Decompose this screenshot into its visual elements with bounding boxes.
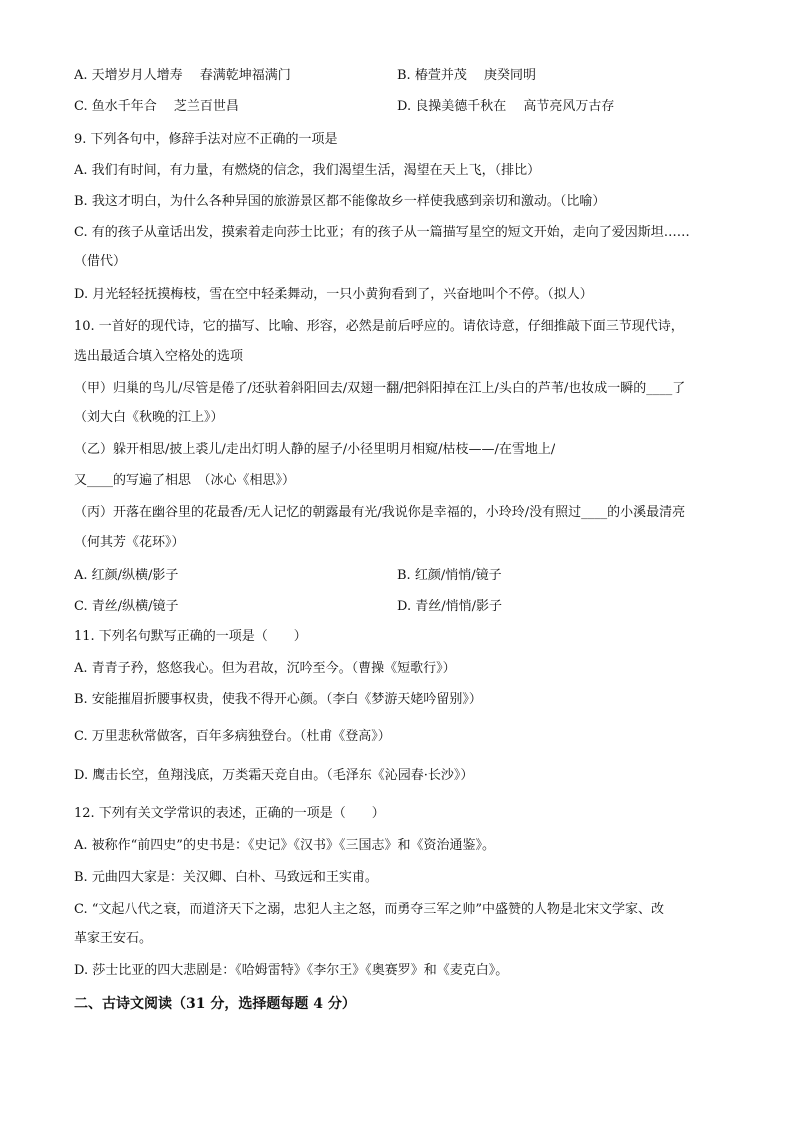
section-heading: 二、古诗文阅读（31 分，选择题每题 4 分） bbox=[74, 996, 356, 1012]
q10-poem-yi: （乙）躲开相思/披上裘儿/走出灯明人静的屋子/小径里明月相窥/枯枝——/在雪地上/ bbox=[74, 442, 556, 457]
q12-option-c: C. “文起八代之衰，而道济天下之溺，忠犯人主之怒，而勇夺三军之帅”中盛赞的人物是北宋文学家、改 bbox=[74, 902, 665, 917]
q8-option-a: A. 天增岁月人增寿 春满乾坤福满门 bbox=[74, 68, 291, 83]
q11-stem: 11. 下列名句默写正确的一项是（ ） bbox=[74, 629, 307, 644]
q9-option-c-cont: （借代） bbox=[74, 254, 127, 269]
q11-option-c: C. 万里悲秋常做客，百年多病独登台。（杜甫《登高》） bbox=[74, 729, 391, 744]
q8-option-b: B. 椿萱并茂 庚癸同明 bbox=[397, 68, 536, 83]
q11-option-b: B. 安能摧眉折腰事权贵，使我不得开心颜。（李白《梦游天姥吟留别》） bbox=[74, 692, 482, 707]
q10-poem-bing-source: （何其芳《花环》） bbox=[74, 535, 185, 550]
q12-option-c-cont: 革家王安石。 bbox=[74, 931, 153, 946]
q9-option-a: A. 我们有时间，有力量，有燃烧的信念，我们渴望生活，渴望在天上飞，（排比） bbox=[74, 163, 541, 178]
q10-poem-bing: （丙）开落在幽谷里的花最香/无人记忆的朝露最有光/我说你是幸福的，小玲玲/没有照过____的小溪最清亮 bbox=[74, 505, 686, 520]
q10-option-d: D. 青丝/悄悄/影子 bbox=[397, 599, 502, 614]
q12-option-d: D. 莎士比亚的四大悲剧是：《哈姆雷特》《李尔王》《奥赛罗》和《麦克白》。 bbox=[74, 963, 509, 978]
q11-option-a: A. 青青子矜，悠悠我心。但为君故，沉吟至今。（曹操《短歌行》） bbox=[74, 661, 456, 676]
q12-option-b: B. 元曲四大家是：关汉卿、白朴、马致远和王实甫。 bbox=[74, 870, 378, 885]
q10-option-b: B. 红颜/悄悄/镜子 bbox=[397, 568, 502, 583]
q9-stem: 9. 下列各句中，修辞手法对应不正确的一项是 bbox=[74, 132, 338, 147]
q8-option-c: C. 鱼水千年合 芝兰百世昌 bbox=[74, 99, 239, 114]
q10-poem-jia: （甲）归巢的鸟儿/尽管是倦了/还驮着斜阳回去/双翅一翻/把斜阳掉在江上/头白的芦苇/也妆成一瞬的____了 bbox=[74, 381, 686, 396]
q10-poem-yi-cont: 又____的写遍了相思 （冰心《相思》） bbox=[74, 473, 296, 488]
q9-option-b: B. 我这才明白，为什么各种异国的旅游景区都不能像故乡一样使我感到亲切和激动。（比喻） bbox=[74, 194, 606, 209]
q9-option-d: D. 月光轻轻抚摸梅枝，雪在空中轻柔舞动，一只小黄狗看到了，兴奋地叫个不停。（拟人） bbox=[74, 287, 593, 302]
q10-option-a: A. 红颜/纵横/影子 bbox=[74, 568, 179, 583]
q12-option-a: A. 被称作“前四史”的史书是：《史记》《汉书》《三国志》和《资治通鉴》。 bbox=[74, 838, 495, 853]
q9-option-c: C. 有的孩子从童话出发，摸索着走向莎士比亚；有的孩子从一篇描写星空的短文开始，走向了爱因斯坦…… bbox=[74, 225, 690, 240]
q12-stem: 12. 下列有关文学常识的表述，正确的一项是（ ） bbox=[74, 806, 385, 821]
q8-option-d: D. 良操美德千秋在 高节亮风万古存 bbox=[397, 99, 615, 114]
q10-stem-cont: 选出最适合填入空格处的选项 bbox=[74, 349, 244, 364]
q11-option-d: D. 鹰击长空，鱼翔浅底，万类霜天竞自由。（毛泽东《沁园春·长沙》） bbox=[74, 768, 474, 783]
q10-option-c: C. 青丝/纵横/镜子 bbox=[74, 599, 179, 614]
q10-poem-jia-source: （刘大白《秋晚的江上》） bbox=[74, 410, 224, 425]
q10-stem: 10. 一首好的现代诗，它的描写、比喻、形容，必然是前后呼应的。请依诗意，仔细推敲下面三节现代诗， bbox=[74, 319, 684, 334]
